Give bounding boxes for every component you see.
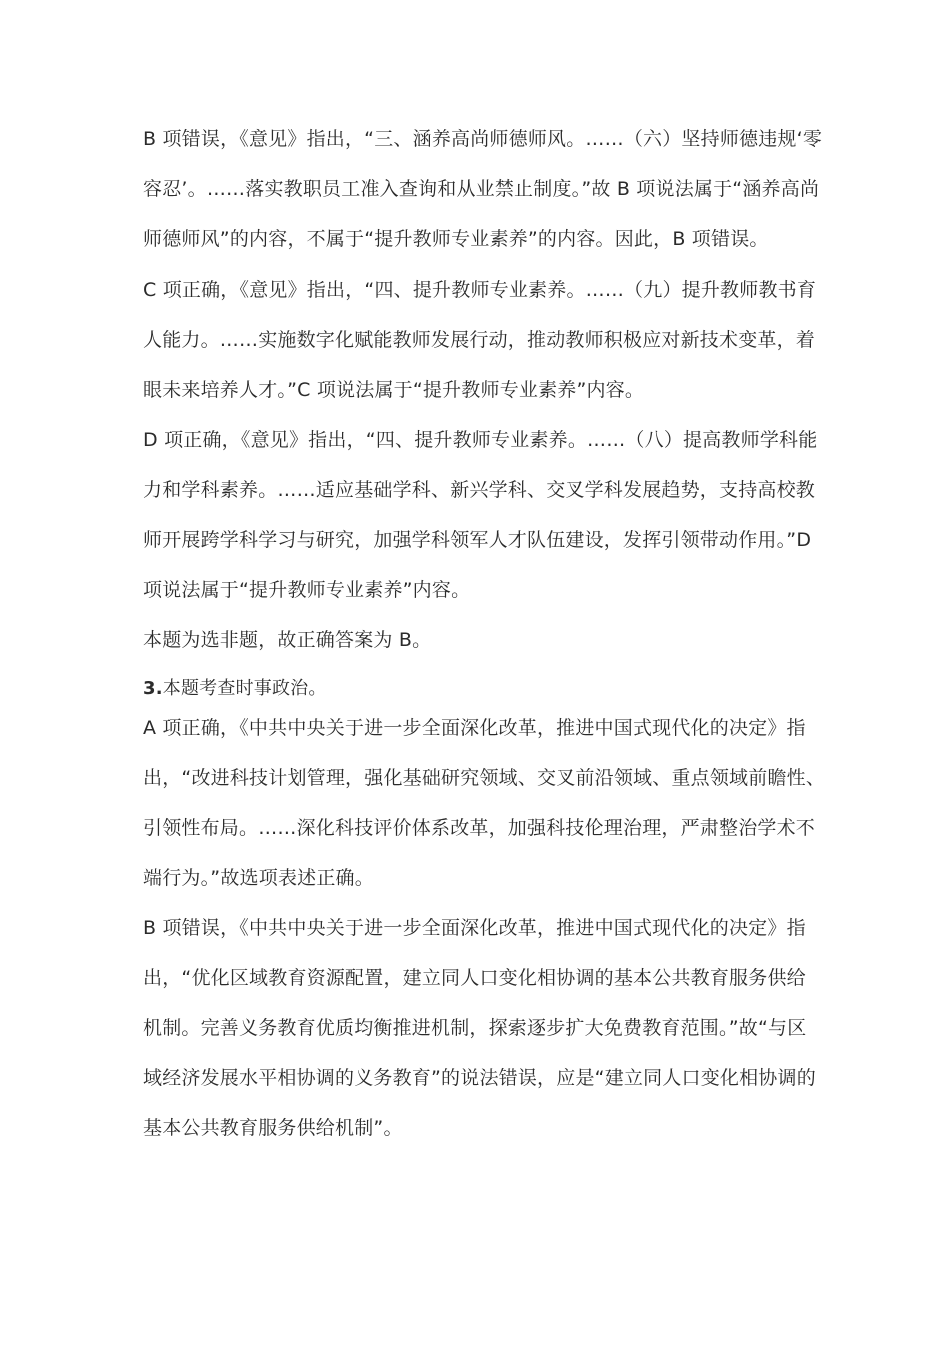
text-line: 眼未来培养人才。”C 项说法属于“提升教师专业素养”内容。 — [143, 379, 645, 401]
text-line: 出，“改进科技计划管理，强化基础研究领域、交叉前沿领域、重点领域前瞻性、 — [143, 767, 826, 789]
answer-line: 本题为选非题，故正确答案为 B。 — [143, 629, 432, 651]
text-line: 项说法属于“提升教师专业素养”内容。 — [143, 579, 471, 601]
text-line: 机制。完善义务教育优质均衡推进机制，探索逐步扩大免费教育范围。”故“与区 — [143, 1017, 807, 1039]
text-line: 力和学科素养。……适应基础学科、新兴学科、交叉学科发展趋势，支持高校教 — [143, 479, 816, 501]
text-line: A 项正确，《中共中央关于进一步全面深化改革，推进中国式现代化的决定》指 — [143, 717, 806, 739]
text-line: 出，“优化区域教育资源配置，建立同人口变化相协调的基本公共教育服务供给 — [143, 967, 806, 989]
text-line: 师开展跨学科学习与研究，加强学科领军人才队伍建设，发挥引领带动作用。”D — [143, 529, 812, 551]
text-line: 域经济发展水平相协调的义务教育”的说法错误，应是“建立同人口变化相协调的 — [143, 1067, 816, 1089]
text-line: 师德师风”的内容，不属于“提升教师专业素养”的内容。因此，B 项错误。 — [143, 228, 769, 250]
text-line: B 项错误，《意见》指出，“三、涵养高尚师德师风。……（六）坚持师德违规‘零 — [143, 128, 823, 150]
text-line: D 项正确，《意见》指出，“四、提升教师专业素养。……（八）提高教师学科能 — [143, 429, 818, 451]
text-line: 容忍’。……落实教职员工准入查询和从业禁止制度。”故 B 项说法属于“涵养高尚 — [143, 178, 820, 200]
text-line: 人能力。……实施数字化赋能教师发展行动，推动教师积极应对新技术变革，着 — [143, 329, 816, 351]
question-heading — [143, 676, 813, 702]
question-heading-text: 本题考查时事政治。 — [162, 678, 327, 699]
text-line: 基本公共教育服务供给机制”。 — [143, 1117, 403, 1139]
text-line: B 项错误，《中共中央关于进一步全面深化改革，推进中国式现代化的决定》指 — [143, 917, 806, 939]
question-number: 3. — [143, 678, 163, 699]
text-line: C 项正确，《意见》指出，“四、提升教师专业素养。……（九）提升教师教书育 — [143, 279, 817, 301]
text-line: 引领性布局。……深化科技评价体系改革，加强科技伦理治理，严肃整治学术不 — [143, 817, 816, 839]
text-line: 端行为。”故选项表述正确。 — [143, 867, 374, 889]
